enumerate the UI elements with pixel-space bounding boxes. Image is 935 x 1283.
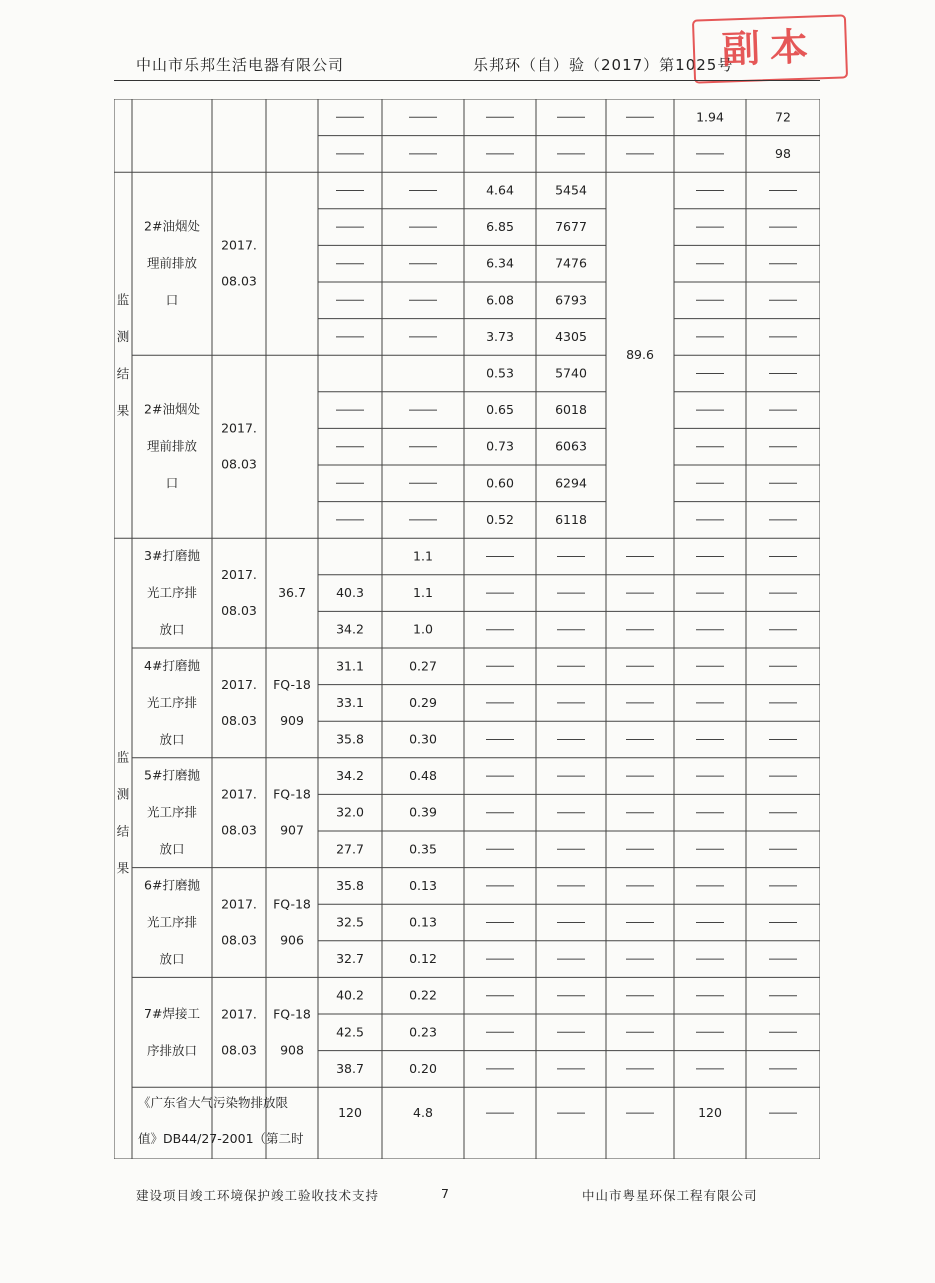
outlet-name: 放口 bbox=[159, 731, 185, 747]
outlet-name: 6#打磨抛 bbox=[144, 877, 200, 893]
value-cell: 72 bbox=[775, 109, 791, 125]
value-cell: 27.7 bbox=[336, 841, 364, 857]
value-cell: 0.13 bbox=[409, 914, 437, 930]
outlet-name: 光工序排 bbox=[146, 585, 198, 601]
value-cell: 32.0 bbox=[336, 804, 364, 820]
outlet-name: 4#打磨抛 bbox=[144, 657, 200, 673]
outlet-name: 放口 bbox=[159, 951, 185, 967]
sample-date: 08.03 bbox=[221, 712, 257, 728]
value-cell: 0.52 bbox=[486, 511, 514, 527]
value-cell: 34.2 bbox=[336, 768, 364, 784]
sample-date: 08.03 bbox=[221, 273, 257, 289]
outlet-code: FQ-18 bbox=[273, 896, 311, 912]
footer-company: 中山市粤星环保工程有限公司 bbox=[582, 1188, 758, 1203]
sample-date: 2017. bbox=[221, 237, 257, 253]
footer-support-text: 建设项目竣工环境保护竣工验收技术支持 bbox=[136, 1188, 380, 1203]
value-cell: 6.08 bbox=[486, 292, 514, 308]
side-label-char: 测 bbox=[116, 329, 130, 345]
sample-date: 2017. bbox=[221, 786, 257, 802]
side-label-char: 监 bbox=[116, 749, 130, 765]
value-cell: 5740 bbox=[555, 365, 587, 381]
outlet-name: 序排放口 bbox=[146, 1042, 198, 1058]
side-label-char: 结 bbox=[116, 823, 130, 839]
side-label-char: 果 bbox=[116, 403, 130, 419]
value-cell: 40.3 bbox=[336, 585, 364, 601]
value-cell: 32.7 bbox=[336, 951, 364, 967]
standard-limit: 120 bbox=[698, 1105, 722, 1121]
side-label-char: 测 bbox=[116, 786, 130, 802]
outlet-code: 906 bbox=[280, 932, 304, 948]
outlet-code: FQ-18 bbox=[273, 786, 311, 802]
value-cell: 0.20 bbox=[409, 1060, 437, 1076]
value-cell: 0.29 bbox=[409, 694, 437, 710]
outlet-name: 光工序排 bbox=[146, 804, 198, 820]
outlet-name: 放口 bbox=[159, 622, 185, 638]
company-name: 中山市乐邦生活电器有限公司 bbox=[136, 56, 345, 74]
value-cell: 38.7 bbox=[336, 1060, 364, 1076]
sample-date: 08.03 bbox=[221, 1042, 257, 1058]
outlet-name: 5#打磨抛 bbox=[144, 767, 200, 783]
outlet-name: 口 bbox=[165, 475, 179, 491]
value-cell: 0.35 bbox=[409, 841, 437, 857]
sample-date: 2017. bbox=[221, 676, 257, 692]
outlet-name: 7#焊接工 bbox=[144, 1005, 200, 1021]
outlet-name: 2#油烟处 bbox=[144, 218, 200, 234]
value-cell: 6063 bbox=[555, 438, 587, 454]
outlet-code: 36.7 bbox=[278, 585, 306, 601]
outlet-name: 光工序排 bbox=[146, 694, 198, 710]
value-cell: 42.5 bbox=[336, 1024, 364, 1040]
outlet-name: 口 bbox=[165, 292, 179, 308]
header-rule bbox=[114, 80, 820, 81]
standard-text: 《广东省大气污染物排放限 bbox=[138, 1095, 289, 1111]
oil-efficiency: 89.6 bbox=[626, 347, 654, 363]
value-cell: 6.85 bbox=[486, 219, 514, 235]
side-label-char: 监 bbox=[116, 292, 130, 308]
side-label-char: 果 bbox=[116, 860, 130, 876]
outlet-name: 3#打磨抛 bbox=[144, 548, 200, 564]
outlet-name: 2#油烟处 bbox=[144, 401, 200, 417]
value-cell: 0.30 bbox=[409, 731, 437, 747]
value-cell: 31.1 bbox=[336, 658, 364, 674]
page-number: 7 bbox=[441, 1186, 450, 1201]
value-cell: 7677 bbox=[555, 219, 587, 235]
sample-date: 08.03 bbox=[221, 822, 257, 838]
value-cell: 35.8 bbox=[336, 877, 364, 893]
value-cell: 0.23 bbox=[409, 1024, 437, 1040]
value-cell: 6.34 bbox=[486, 255, 514, 271]
value-cell: 6793 bbox=[555, 292, 587, 308]
value-cell: 1.0 bbox=[413, 621, 433, 637]
value-cell: 0.53 bbox=[486, 365, 514, 381]
value-cell: 0.13 bbox=[409, 877, 437, 893]
value-cell: 3.73 bbox=[486, 328, 514, 344]
outlet-code: 909 bbox=[280, 712, 304, 728]
value-cell: 6118 bbox=[555, 511, 587, 527]
sample-date: 08.03 bbox=[221, 603, 257, 619]
side-label-char: 结 bbox=[116, 366, 130, 382]
value-cell: 1.94 bbox=[696, 109, 724, 125]
outlet-code: 907 bbox=[280, 822, 304, 838]
sample-date: 08.03 bbox=[221, 932, 257, 948]
value-cell: 0.27 bbox=[409, 658, 437, 674]
sample-date: 2017. bbox=[221, 896, 257, 912]
value-cell: 4.64 bbox=[486, 182, 514, 198]
value-cell: 34.2 bbox=[336, 621, 364, 637]
value-cell: 6018 bbox=[555, 402, 587, 418]
sample-date: 08.03 bbox=[221, 456, 257, 472]
sample-date: 2017. bbox=[221, 420, 257, 436]
sample-date: 2017. bbox=[221, 1006, 257, 1022]
value-cell: 0.12 bbox=[409, 951, 437, 967]
value-cell: 4305 bbox=[555, 328, 587, 344]
outlet-name: 理前排放 bbox=[146, 438, 198, 454]
value-cell: 0.60 bbox=[486, 475, 514, 491]
value-cell: 5454 bbox=[555, 182, 587, 198]
outlet-name: 光工序排 bbox=[146, 914, 198, 930]
value-cell: 0.39 bbox=[409, 804, 437, 820]
copy-stamp: 副本 bbox=[692, 14, 848, 83]
value-cell: 32.5 bbox=[336, 914, 364, 930]
value-cell: 7476 bbox=[555, 255, 587, 271]
report-number: 乐邦环（自）验（2017）第1025号 bbox=[473, 56, 734, 74]
sample-date: 2017. bbox=[221, 567, 257, 583]
value-cell: 1.1 bbox=[413, 585, 433, 601]
value-cell: 33.1 bbox=[336, 694, 364, 710]
value-cell: 0.48 bbox=[409, 768, 437, 784]
value-cell: 40.2 bbox=[336, 987, 364, 1003]
value-cell: 98 bbox=[775, 145, 791, 161]
value-cell: 6294 bbox=[555, 475, 587, 491]
value-cell: 0.22 bbox=[409, 987, 437, 1003]
standard-limit: 120 bbox=[338, 1105, 362, 1121]
outlet-code: FQ-18 bbox=[273, 676, 311, 692]
outlet-code: FQ-18 bbox=[273, 1006, 311, 1022]
outlet-name: 放口 bbox=[159, 841, 185, 857]
value-cell: 0.65 bbox=[486, 402, 514, 418]
outlet-code: 908 bbox=[280, 1042, 304, 1058]
standard-text: 值》DB44/27-2001（第二时 bbox=[138, 1131, 304, 1147]
value-cell: 35.8 bbox=[336, 731, 364, 747]
monitoring-results-table bbox=[114, 99, 820, 1159]
value-cell: 0.73 bbox=[486, 438, 514, 454]
standard-limit: 4.8 bbox=[413, 1105, 433, 1121]
outlet-name: 理前排放 bbox=[146, 255, 198, 271]
value-cell: 1.1 bbox=[413, 548, 433, 564]
